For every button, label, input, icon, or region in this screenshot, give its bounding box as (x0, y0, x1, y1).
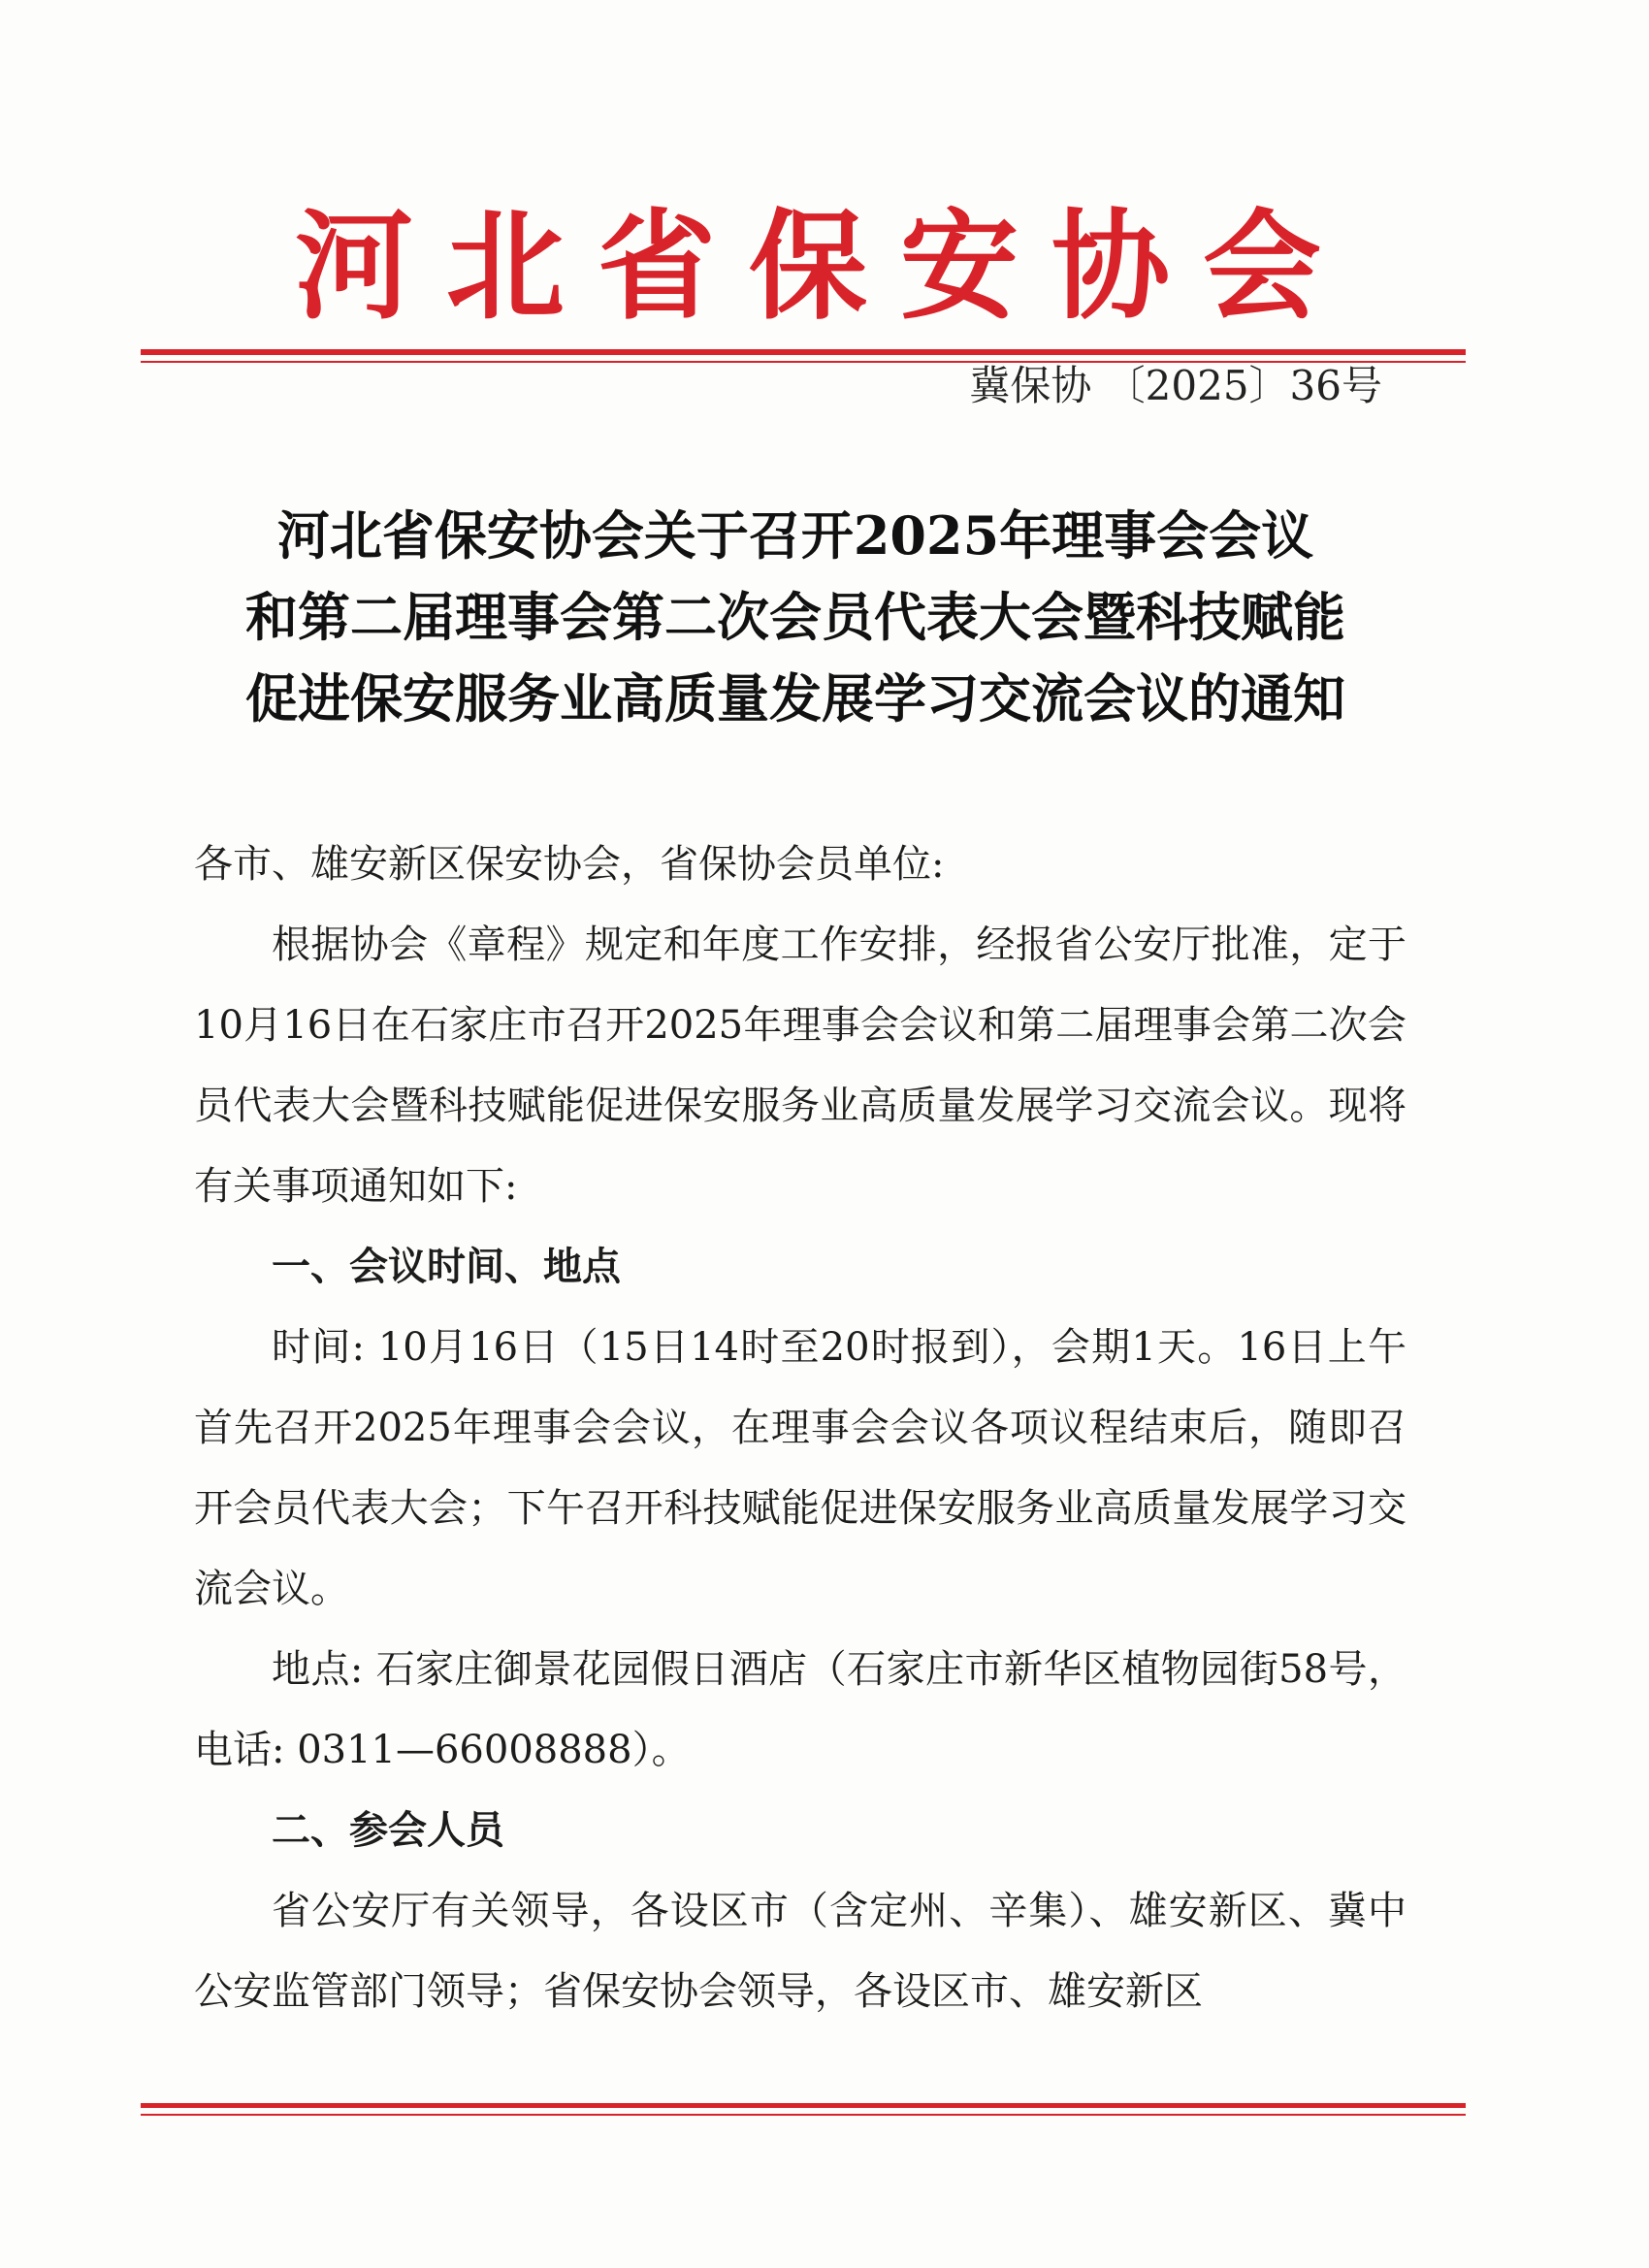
document-number: 冀保协 〔2025〕36号 (969, 362, 1382, 409)
footer-red-line-thin (141, 2114, 1466, 2116)
org-title: 河北省保安协会 (295, 198, 1354, 336)
section-2-title: 二、参会人员 (272, 1808, 504, 1853)
notice-title-line-2: 和第二届理事会第二次会员代表大会暨科技赋能 (245, 586, 1345, 648)
notice-title-line-1: 河北省保安协会关于召开2025年理事会会议 (276, 504, 1314, 567)
salutation: 各市、雄安新区保安协会，省保协会员单位: (194, 842, 945, 887)
notice-title (136, 495, 1455, 739)
intro-paragraph: 根据协会《章程》规定和年度工作安排，经报省公安厅批准，定于10月16日在石家庄市召开2025年理事会会议和第二届理事会第二次会员代表大会暨科技赋能促进保安服务业高质量发展学习交流会议。现将有关事项通知如下: (194, 923, 1406, 1209)
place-paragraph: 地点: 石家庄御景花园假日酒店（石家庄市新华区植物园街58号，电话: 0311—66008888）。 (194, 1647, 1406, 1772)
time-paragraph: 时间: 10月16日（15日14时至20时报到），会期1天。16日上午首先召开2025年理事会会议，在理事会会议各项议程结束后，随即召开会员代表大会；下午召开科技赋能促进保安服务业高质量发展学习交流会议。 (194, 1325, 1406, 1611)
notice-title-line-3: 促进保安服务业高质量发展学习交流会议的通知 (245, 667, 1345, 729)
attendees-paragraph: 省公安厅有关领导，各设区市（含定州、辛集）、雄安新区、冀中公安监管部门领导；省保安协会领导，各设区市、雄安新区 (194, 1889, 1406, 2014)
section-1-title: 一、会议时间、地点 (272, 1245, 621, 1289)
footer-red-line-thick (141, 2103, 1466, 2108)
notice-body (194, 825, 1406, 2032)
